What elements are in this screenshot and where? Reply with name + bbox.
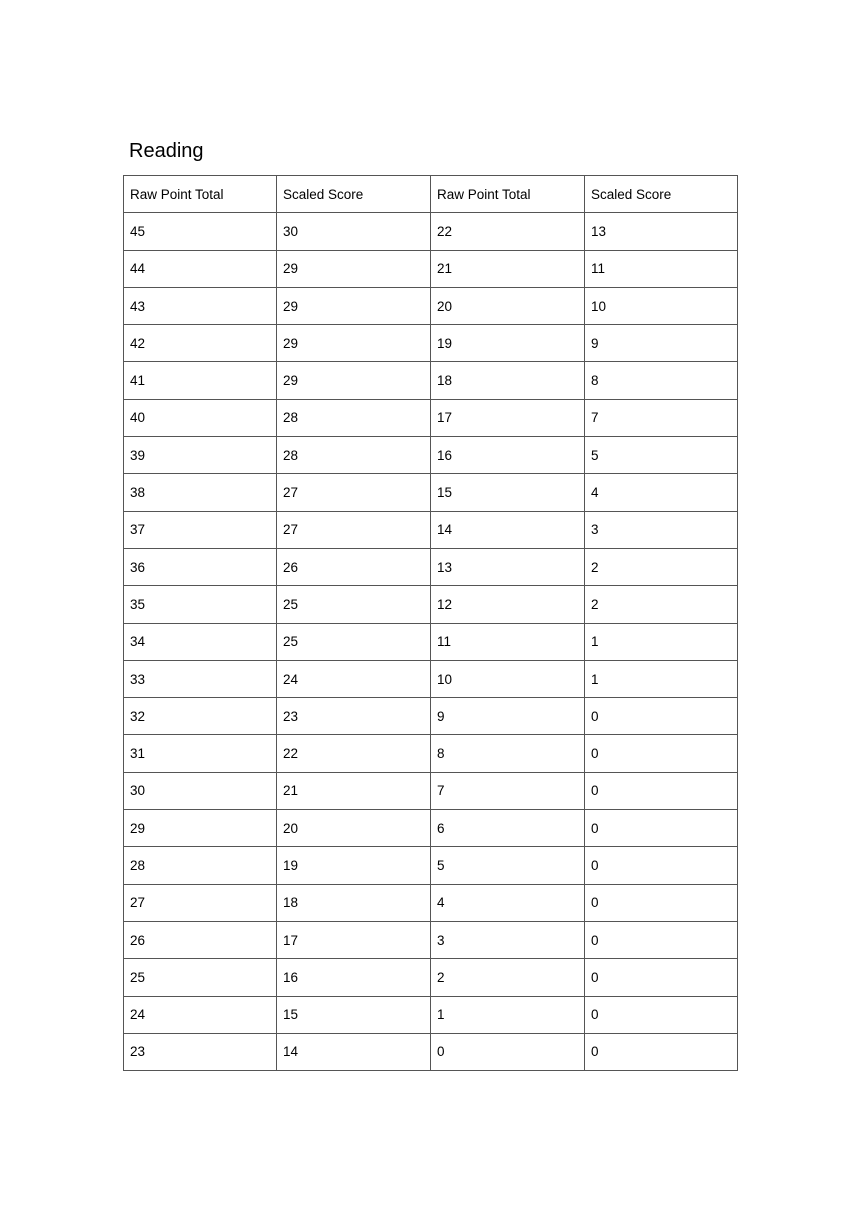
raw-point-total-cell: 12	[431, 586, 585, 623]
raw-point-total-cell: 40	[124, 399, 277, 436]
table-row	[124, 698, 738, 735]
table-row	[124, 921, 738, 958]
scaled-score-cell: 1	[585, 660, 738, 697]
raw-point-total-cell: 26	[124, 921, 277, 958]
table-row	[124, 1033, 738, 1070]
scaled-score-cell: 2	[585, 586, 738, 623]
raw-point-total-cell: 4	[431, 884, 585, 921]
table-row	[124, 772, 738, 809]
scaled-score-cell: 23	[277, 698, 431, 735]
scaled-score-cell: 18	[277, 884, 431, 921]
scaled-score-cell: 26	[277, 548, 431, 585]
scaled-score-cell: 29	[277, 362, 431, 399]
raw-point-total-cell: 38	[124, 474, 277, 511]
raw-point-total-cell: 28	[124, 847, 277, 884]
scaled-score-cell: 28	[277, 399, 431, 436]
scaled-score-cell: 2	[585, 548, 738, 585]
scaled-score-cell: 21	[277, 772, 431, 809]
raw-point-total-cell: 7	[431, 772, 585, 809]
raw-point-total-cell: 24	[124, 996, 277, 1033]
raw-point-total-cell: 36	[124, 548, 277, 585]
table-row	[124, 250, 738, 287]
raw-point-total-cell: 15	[431, 474, 585, 511]
scaled-score-cell: 15	[277, 996, 431, 1033]
table-row	[124, 810, 738, 847]
scaled-score-cell: 25	[277, 623, 431, 660]
raw-point-total-cell: 32	[124, 698, 277, 735]
scaled-score-cell: 0	[585, 735, 738, 772]
raw-point-total-cell: 44	[124, 250, 277, 287]
raw-point-total-cell: 1	[431, 996, 585, 1033]
scaled-score-cell: 29	[277, 287, 431, 324]
raw-point-total-cell: 16	[431, 437, 585, 474]
scaled-score-cell: 3	[585, 511, 738, 548]
raw-point-total-cell: 13	[431, 548, 585, 585]
raw-point-total-cell: 23	[124, 1033, 277, 1070]
raw-point-total-cell: 27	[124, 884, 277, 921]
raw-point-total-cell: 30	[124, 772, 277, 809]
scaled-score-cell: 28	[277, 437, 431, 474]
raw-point-total-cell: 20	[431, 287, 585, 324]
raw-point-total-cell: 31	[124, 735, 277, 772]
raw-point-total-cell: 14	[431, 511, 585, 548]
scaled-score-cell: 8	[585, 362, 738, 399]
scaled-score-cell: 25	[277, 586, 431, 623]
scaled-score-cell: 13	[585, 213, 738, 250]
raw-point-total-cell: 41	[124, 362, 277, 399]
scaled-score-cell: 7	[585, 399, 738, 436]
raw-point-total-cell: 3	[431, 921, 585, 958]
table-row	[124, 511, 738, 548]
scaled-score-cell: 29	[277, 250, 431, 287]
raw-point-total-cell: 21	[431, 250, 585, 287]
scaled-score-cell: 0	[585, 884, 738, 921]
scaled-score-cell: 10	[585, 287, 738, 324]
scaled-score-cell: 0	[585, 698, 738, 735]
raw-point-total-cell: 10	[431, 660, 585, 697]
raw-point-total-cell: 37	[124, 511, 277, 548]
raw-point-total-cell: 9	[431, 698, 585, 735]
table-row	[124, 959, 738, 996]
raw-point-total-cell: 8	[431, 735, 585, 772]
raw-point-total-cell: 45	[124, 213, 277, 250]
raw-point-total-cell: 6	[431, 810, 585, 847]
scaled-score-cell: 0	[585, 1033, 738, 1070]
scaled-score-cell: 9	[585, 325, 738, 362]
raw-point-total-cell: 35	[124, 586, 277, 623]
scaled-score-cell: 11	[585, 250, 738, 287]
scaled-score-cell: 4	[585, 474, 738, 511]
raw-point-total-cell: 29	[124, 810, 277, 847]
raw-point-total-cell: 2	[431, 959, 585, 996]
scaled-score-cell: 24	[277, 660, 431, 697]
scaled-score-cell: 20	[277, 810, 431, 847]
header-scaled-score-right: Scaled Score	[585, 176, 738, 213]
table-header-row	[124, 176, 738, 213]
score-conversion-table	[123, 175, 738, 1071]
table-row	[124, 586, 738, 623]
raw-point-total-cell: 39	[124, 437, 277, 474]
table-row	[124, 474, 738, 511]
table-row	[124, 660, 738, 697]
raw-point-total-cell: 34	[124, 623, 277, 660]
table-row	[124, 287, 738, 324]
scaled-score-cell: 19	[277, 847, 431, 884]
scaled-score-cell: 27	[277, 474, 431, 511]
scaled-score-cell: 0	[585, 959, 738, 996]
scaled-score-cell: 0	[585, 810, 738, 847]
scaled-score-cell: 27	[277, 511, 431, 548]
table-row	[124, 548, 738, 585]
table-row	[124, 362, 738, 399]
raw-point-total-cell: 18	[431, 362, 585, 399]
table-row	[124, 325, 738, 362]
raw-point-total-cell: 42	[124, 325, 277, 362]
table-row	[124, 847, 738, 884]
header-raw-point-total-left: Raw Point Total	[124, 176, 277, 213]
raw-point-total-cell: 11	[431, 623, 585, 660]
scaled-score-cell: 1	[585, 623, 738, 660]
raw-point-total-cell: 19	[431, 325, 585, 362]
raw-point-total-cell: 5	[431, 847, 585, 884]
scaled-score-cell: 0	[585, 847, 738, 884]
header-raw-point-total-right: Raw Point Total	[431, 176, 585, 213]
scaled-score-cell: 0	[585, 772, 738, 809]
table-row	[124, 884, 738, 921]
table-body	[124, 213, 738, 1071]
raw-point-total-cell: 33	[124, 660, 277, 697]
raw-point-total-cell: 43	[124, 287, 277, 324]
table-row	[124, 213, 738, 250]
table-row	[124, 735, 738, 772]
scaled-score-cell: 16	[277, 959, 431, 996]
table-row	[124, 996, 738, 1033]
scaled-score-cell: 0	[585, 921, 738, 958]
raw-point-total-cell: 17	[431, 399, 585, 436]
header-scaled-score-left: Scaled Score	[277, 176, 431, 213]
page-title: Reading	[129, 140, 204, 162]
scaled-score-cell: 30	[277, 213, 431, 250]
table-row	[124, 437, 738, 474]
raw-point-total-cell: 25	[124, 959, 277, 996]
scaled-score-cell: 0	[585, 996, 738, 1033]
scaled-score-cell: 17	[277, 921, 431, 958]
table-row	[124, 399, 738, 436]
scaled-score-cell: 29	[277, 325, 431, 362]
raw-point-total-cell: 22	[431, 213, 585, 250]
table-row	[124, 623, 738, 660]
scaled-score-cell: 14	[277, 1033, 431, 1070]
scaled-score-cell: 22	[277, 735, 431, 772]
scaled-score-cell: 5	[585, 437, 738, 474]
raw-point-total-cell: 0	[431, 1033, 585, 1070]
